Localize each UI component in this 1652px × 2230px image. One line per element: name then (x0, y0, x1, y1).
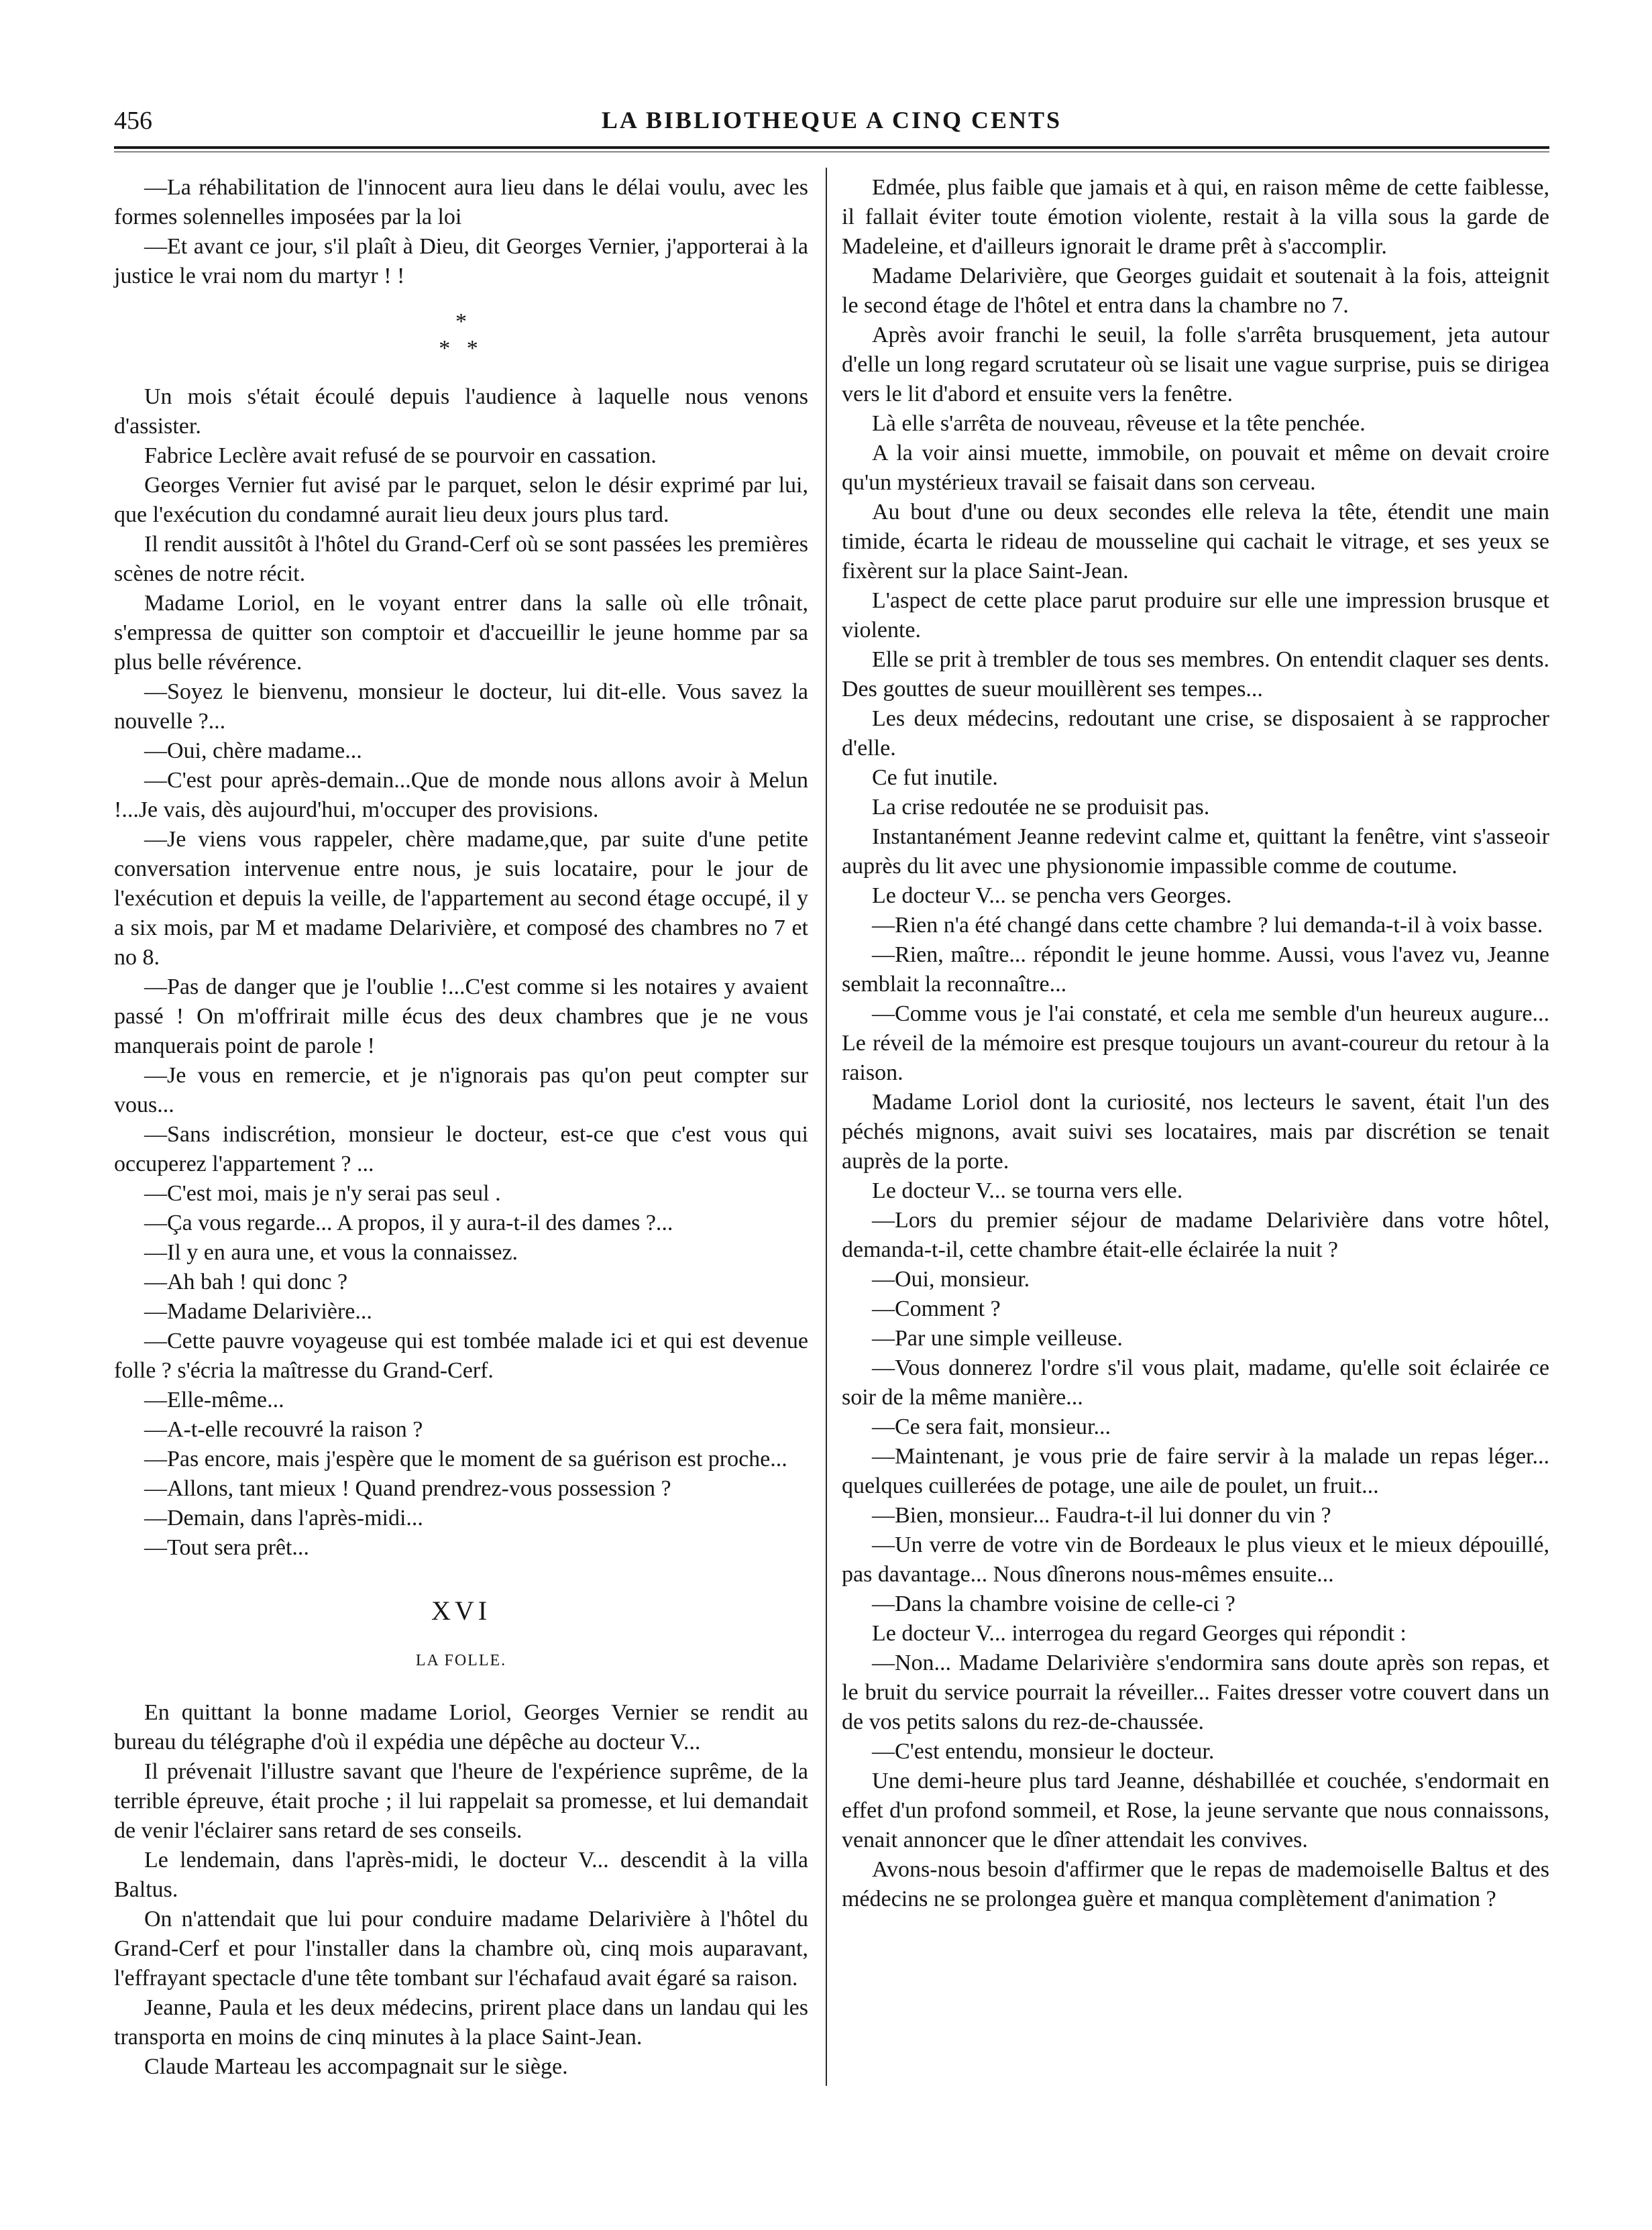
paragraph: Il rendit aussitôt à l'hôtel du Grand-Cerf où se sont passées les premières scènes de notre récit. (114, 532, 808, 586)
paragraph: Edmée, plus faible que jamais et à qui, en raison même de cette faiblesse, il fallait éviter toute émotion violente, restait à la villa sous la garde de Madeleine, et d'ailleurs ignorait le drame prêt à s'accomplir. (842, 175, 1549, 259)
paragraph: —Madame Delarivière... (144, 1299, 372, 1324)
right-column (842, 173, 1549, 1914)
paragraph: —Il y en aura une, et vous la connaissez. (144, 1240, 518, 1265)
left-column-dialogue (114, 382, 808, 1563)
paragraph: —Non... Madame Delarivière s'endormira sans doute après son repas, et le bruit du service pourrait la réveiller... Faites dresser votre couvert dans un de vos petits salons du rez-de-chaussée. (842, 1651, 1549, 1734)
paragraph: Jeanne, Paula et les deux médecins, prirent place dans un landau qui les transporta en moins de cinq minutes à la place Saint-Jean. (114, 1995, 808, 2050)
paragraph: —Pas encore, mais j'espère que le moment de sa guérison est proche... (144, 1447, 787, 1471)
section-break-asterism (114, 309, 808, 362)
header-rule (114, 146, 1549, 149)
paragraph: —Ça vous regarde... A propos, il y aura-t-il des dames ?... (144, 1211, 673, 1235)
paragraph: —Bien, monsieur... Faudra-t-il lui donner du vin ? (872, 1503, 1331, 1528)
paragraph: Au bout d'une ou deux secondes elle releva la tête, étendit une main timide, écarta le rideau de mousseline qui cachait le vitrage, et ses yeux se fixèrent sur la place Saint-Jean. (842, 500, 1549, 583)
running-title: LA BIBLIOTHEQUE A CINQ CENTS (601, 107, 1062, 133)
paragraph: —Rien, maître... répondit le jeune homme. Aussi, vous l'avez vu, Jeanne semblait la reconnaître... (842, 942, 1549, 997)
paragraph: —La réhabilitation de l'innocent aura lieu dans le délai voulu, avec les formes solennelles imposées par la loi (114, 175, 808, 229)
paragraph: Claude Marteau les accompagnait sur le siège. (144, 2054, 568, 2079)
paragraph: —Comme vous je l'ai constaté, et cela me semble d'un heureux augure... Le réveil de la mémoire est presque toujours un avant-coureur du retour à la raison. (842, 1001, 1549, 1085)
page-header (114, 106, 1549, 141)
paragraph: Elle se prit à trembler de tous ses membres. On entendit claquer ses dents. Des gouttes de sueur mouillèrent ses tempes... (842, 647, 1549, 702)
paragraph: On n'attendait que lui pour conduire madame Delarivière à l'hôtel du Grand-Cerf et pour l'installer dans la chambre où, cinq mois auparavant, l'effrayant spectacle d'une tête tombant sur l'échafaud avait égaré sa raison. (114, 1907, 808, 1991)
left-column (114, 173, 808, 2082)
paragraph: Après avoir franchi le seuil, la folle s'arrêta brusquement, jeta autour d'elle un long regard scrutateur où se lisait une vague surprise, puis se dirigea vers le lit d'abord et ensuite vers la fenêtre. (842, 323, 1549, 406)
paragraph: —Ah bah ! qui donc ? (144, 1270, 348, 1294)
column-divider (826, 168, 827, 2086)
paragraph: —Sans indiscrétion, monsieur le docteur, est-ce que c'est vous qui occuperez l'appartement ? ... (114, 1122, 808, 1176)
paragraph: —Elle-même... (144, 1388, 284, 1412)
paragraph: Madame Loriol, en le voyant entrer dans la salle où elle trônait, s'empressa de quitter son comptoir et d'accueillir le jeune homme par sa plus belle révérence. (114, 591, 808, 675)
paragraph: —C'est moi, mais je n'y serai pas seul . (144, 1181, 501, 1206)
paragraph: —Maintenant, je vous prie de faire servir à la malade un repas léger... quelques cuillerées de potage, une aile de poulet, un fruit... (842, 1444, 1549, 1498)
paragraph: —Par une simple veilleuse. (872, 1326, 1123, 1351)
paragraph: —Je viens vous rappeler, chère madame,que, par suite d'une petite conversation intervenue entre nous, je suis locataire, pour le jour de l'exécution et depuis la veille, de l'appartement au second étage occupé, il y a six mois, par M et madame Delarivière, et composé des chambres no 7 et no 8. (114, 827, 808, 970)
paragraph: —Oui, monsieur. (872, 1267, 1030, 1292)
left-column-chapter-text (114, 1698, 808, 2082)
right-column-text (842, 173, 1549, 1914)
page-number: 456 (114, 107, 152, 135)
paragraph: —Vous donnerez l'ordre s'il vous plait, madame, qu'elle soit éclairée ce soir de la même manière... (842, 1355, 1549, 1410)
paragraph: —Ce sera fait, monsieur... (872, 1414, 1111, 1439)
paragraph: Madame Loriol dont la curiosité, nos lecteurs le savent, était l'un des péchés mignons, avait suivi ses locataires, mais par discrétion se tenait auprès de la porte. (842, 1090, 1549, 1174)
paragraph: Georges Vernier fut avisé par le parquet, selon le désir exprimé par lui, que l'exécution du condamné aurait lieu deux jours plus tard. (114, 473, 808, 527)
paragraph: —Demain, dans l'après-midi... (144, 1506, 423, 1530)
paragraph: Avons-nous besoin d'affirmer que le repas de mademoiselle Baltus et des médecins ne se prolongea guère et manqua complètement d'animation ? (842, 1857, 1549, 1911)
paragraph: L'aspect de cette place parut produire sur elle une impression brusque et violente. (842, 588, 1549, 643)
paragraph: —Je vous en remercie, et je n'ignorais pas qu'on peut compter sur vous... (114, 1063, 808, 1117)
chapter-number: XVI (431, 1596, 492, 1626)
paragraph: Madame Delarivière, que Georges guidait et soutenait à la fois, atteignit le second étage de l'hôtel et entra dans la chambre no 7. (842, 264, 1549, 318)
paragraph: Instantanément Jeanne redevint calme et, quittant la fenêtre, vint s'asseoir auprès du lit avec une physionomie impassible comme de coutume. (842, 824, 1549, 879)
paragraph: —Comment ? (872, 1296, 1001, 1321)
paragraph: —C'est pour après-demain...Que de monde nous allons avoir à Melun !...Je vais, dès aujourd'hui, m'occuper des provisions. (114, 768, 808, 822)
paragraph: Un mois s'était écoulé depuis l'audience à laquelle nous venons d'assister. (114, 384, 808, 439)
paragraph: —Tout sera prêt... (144, 1535, 309, 1560)
paragraph: —Rien n'a été changé dans cette chambre ? lui demanda-t-il à voix basse. (872, 913, 1543, 938)
paragraph: —Cette pauvre voyageuse qui est tombée malade ici et qui est devenue folle ? s'écria la maîtresse du Grand-Cerf. (114, 1329, 808, 1383)
paragraph: Fabrice Leclère avait refusé de se pourvoir en cassation. (144, 443, 657, 468)
paragraph: Là elle s'arrêta de nouveau, rêveuse et la tête penchée. (872, 411, 1366, 436)
paragraph: Le lendemain, dans l'après-midi, le docteur V... descendit à la villa Baltus. (114, 1848, 808, 1902)
paragraph: —Lors du premier séjour de madame Delarivière dans votre hôtel, demanda-t-il, cette chambre était-elle éclairée la nuit ? (842, 1208, 1549, 1262)
paragraph: —C'est entendu, monsieur le docteur. (872, 1739, 1215, 1764)
paragraph: Le docteur V... se tourna vers elle. (872, 1178, 1183, 1203)
paragraph: —Dans la chambre voisine de celle-ci ? (872, 1592, 1235, 1616)
asterism-top: * (455, 309, 467, 334)
paragraph: Le docteur V... interrogea du regard Georges qui répondit : (872, 1621, 1407, 1646)
paragraph: La crise redoutée ne se produisit pas. (872, 795, 1210, 820)
asterism-bottom: * * (439, 336, 484, 361)
chapter-title: LA FOLLE. (415, 1652, 507, 1669)
paragraph: En quittant la bonne madame Loriol, Georges Vernier se rendit au bureau du télégraphe d'où il expédia une dépêche au docteur V... (114, 1700, 808, 1754)
paragraph: —Un verre de votre vin de Bordeaux le plus vieux et le mieux dépouillé, pas davantage... Nous dînerons nous-mêmes ensuite... (842, 1532, 1549, 1587)
left-column-opening (114, 173, 808, 291)
paragraph: —Pas de danger que je l'oublie !...C'est comme si les notaires y avaient passé ! On m'offrirait mille écus des deux chambres que je ne vous manquerais point de parole ! (114, 974, 808, 1058)
paragraph: —Soyez le bienvenu, monsieur le docteur, lui dit-elle. Vous savez la nouvelle ?... (114, 679, 808, 734)
paragraph: Les deux médecins, redoutant une crise, se disposaient à se rapprocher d'elle. (842, 706, 1549, 761)
paragraph: Il prévenait l'illustre savant que l'heure de l'expérience suprême, de la terrible épreuve, était proche ; il lui rappelait sa promesse, et lui demandait de venir l'éclairer sans retard de ses conseils. (114, 1759, 808, 1843)
paragraph: —A-t-elle recouvré la raison ? (144, 1417, 423, 1442)
paragraph: Une demi-heure plus tard Jeanne, déshabillée et couchée, s'endormait en effet d'un profond sommeil, et Rose, la jeune servante que nous connaissons, venait annoncer que le dîner attendait les convives. (842, 1769, 1549, 1852)
paragraph: Le docteur V... se pencha vers Georges. (872, 883, 1232, 908)
paragraph: Ce fut inutile. (872, 765, 998, 790)
paragraph: —Allons, tant mieux ! Quand prendrez-vous possession ? (144, 1476, 671, 1501)
paragraph: —Oui, chère madame... (144, 738, 362, 763)
paragraph: —Et avant ce jour, s'il plaît à Dieu, dit Georges Vernier, j'apporterai à la justice le vrai nom du martyr ! ! (114, 234, 808, 288)
paragraph: A la voir ainsi muette, immobile, on pouvait et même on devait croire qu'un mystérieux travail se faisait dans son cerveau. (842, 441, 1549, 495)
